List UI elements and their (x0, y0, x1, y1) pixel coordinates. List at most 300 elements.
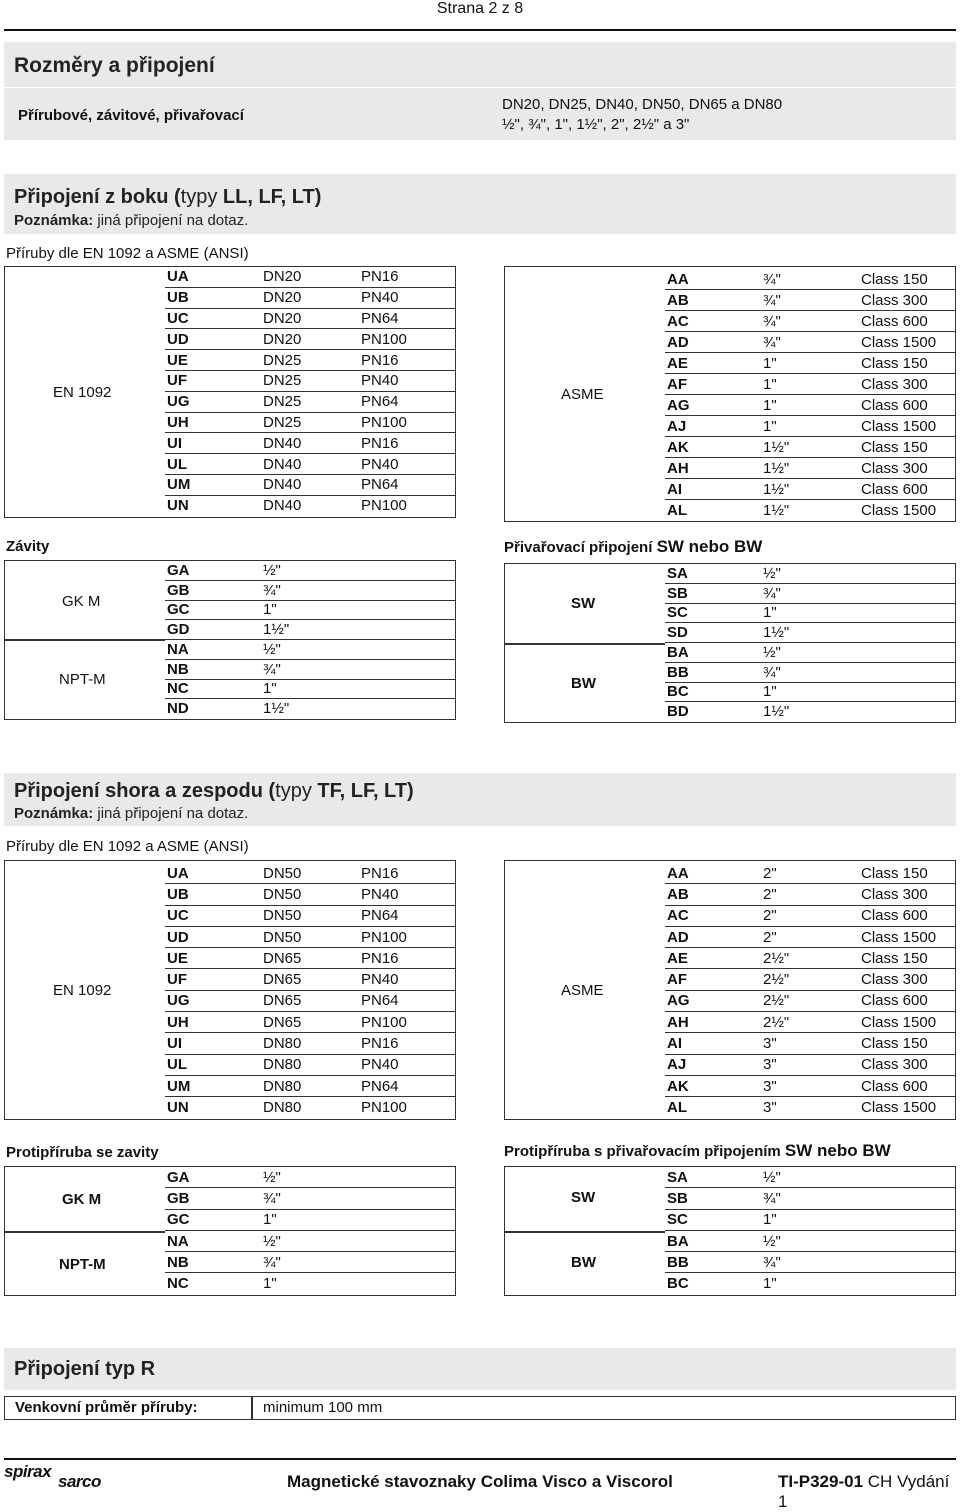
table-cell: Class 600 (861, 480, 928, 498)
order-code: SC (667, 1211, 688, 1229)
order-code: UF (167, 372, 187, 390)
document-code: TI-P329-01 CH Vydání 1 (778, 1472, 950, 1511)
table-cell: ¾" (763, 291, 781, 309)
footer-title: Magnetické stavoznaky Colima Visco a Viscorol (287, 1472, 673, 1491)
table-row (665, 863, 955, 884)
table-cell: PN64 (361, 992, 399, 1010)
table-cell: 2½" (763, 971, 790, 989)
table-row (665, 1033, 955, 1054)
order-code: GD (167, 621, 190, 639)
table-cell: Class 1500 (861, 1013, 937, 1031)
table-cell: 1½" (763, 624, 790, 642)
table-cell: PN100 (361, 413, 407, 431)
table-row (165, 413, 455, 434)
table-row (665, 353, 955, 374)
table-row (165, 1097, 455, 1118)
order-code: AF (667, 375, 687, 393)
table-row (665, 884, 955, 905)
order-code: BD (667, 703, 689, 721)
table-cell: DN20 (263, 309, 302, 327)
s2-threads-title: Závity (6, 538, 50, 555)
s3-threads-title: Protipříruba se zavity (6, 1144, 159, 1161)
table-row (665, 623, 955, 643)
order-code: UL (167, 1056, 187, 1074)
order-code: AE (667, 354, 688, 372)
table-cell: 1" (763, 375, 777, 393)
s2-weld-table (504, 563, 956, 723)
table-cell: ¾" (263, 1253, 281, 1271)
table-cell: DN40 (263, 455, 302, 473)
order-code: GB (167, 1189, 190, 1207)
table-row (165, 267, 455, 288)
table-cell: ¾" (763, 333, 781, 351)
table-cell: 1" (763, 396, 777, 414)
table-cell: PN100 (361, 1098, 407, 1116)
order-code: UG (167, 992, 190, 1010)
table-row (665, 906, 955, 927)
table-cell: Class 150 (861, 354, 928, 372)
table-row (165, 660, 455, 680)
table-cell: Class 1500 (861, 928, 937, 946)
order-code: NB (167, 1253, 189, 1271)
table-cell: 1" (763, 604, 777, 622)
order-code: UB (167, 885, 189, 903)
order-code: UH (167, 413, 189, 431)
table-row (165, 1012, 455, 1033)
table-cell: ½" (763, 1168, 781, 1186)
order-code: UG (167, 393, 190, 411)
table-row (665, 643, 955, 663)
table-row (165, 309, 455, 330)
order-code: UI (167, 434, 182, 452)
table-cell: DN50 (263, 864, 302, 882)
outer-diameter-value: minimum 100 mm (263, 1399, 383, 1416)
table-row (165, 392, 455, 413)
table-cell: ¾" (263, 581, 281, 599)
order-code: GA (167, 561, 190, 579)
table-row (165, 699, 455, 719)
order-code: ND (167, 700, 189, 718)
table-cell: 1½" (763, 480, 790, 498)
order-code: AK (667, 1077, 689, 1095)
table-cell: DN65 (263, 1013, 302, 1031)
order-code: GA (167, 1168, 190, 1186)
order-code: AD (667, 333, 689, 351)
order-code: UC (167, 309, 189, 327)
order-code: AG (667, 992, 690, 1010)
table-row (165, 906, 455, 927)
order-code: AA (667, 864, 689, 882)
order-code: UB (167, 289, 189, 307)
table-cell: Class 150 (861, 864, 928, 882)
table-cell: PN40 (361, 971, 399, 989)
table-row (165, 1076, 455, 1097)
order-code: AL (667, 501, 687, 519)
table-row (665, 584, 955, 604)
order-code: UE (167, 949, 188, 967)
table-row (165, 948, 455, 969)
order-code: BB (667, 1253, 689, 1271)
table-cell: Class 1500 (861, 1098, 937, 1116)
table-cell: Class 300 (861, 291, 928, 309)
table-cell: DN65 (263, 971, 302, 989)
order-code: AB (667, 885, 689, 903)
table-cell: 1" (763, 1211, 777, 1229)
s3-asme-group: ASME (561, 982, 604, 999)
s3-weld-group-bw: BW (571, 1254, 596, 1271)
table-cell: DN50 (263, 928, 302, 946)
table-cell: DN20 (263, 330, 302, 348)
order-code: GC (167, 1211, 190, 1229)
table-cell: DN20 (263, 268, 302, 286)
s2-asme-group: ASME (561, 386, 604, 403)
order-code: BC (667, 1275, 689, 1293)
table-cell: Class 600 (861, 1077, 928, 1095)
s3-threads-group-gk: GK M (62, 1191, 102, 1208)
order-code: UD (167, 928, 189, 946)
table-cell: PN40 (361, 372, 399, 390)
table-row (165, 1055, 455, 1076)
table-cell: PN16 (361, 434, 399, 452)
table-cell: PN16 (361, 268, 399, 286)
table-cell: 2" (763, 928, 777, 946)
table-cell: ½" (763, 1232, 781, 1250)
table-row (665, 1167, 955, 1188)
s3-weld-group-sw: SW (571, 1189, 596, 1206)
table-cell: PN100 (361, 1013, 407, 1031)
table-row (665, 500, 955, 521)
order-code: AI (667, 1035, 682, 1053)
section2-header (4, 174, 956, 234)
order-code: AC (667, 312, 689, 330)
table-row (165, 581, 455, 601)
table-row (165, 680, 455, 700)
table-row (665, 683, 955, 703)
table-cell: 1" (763, 1275, 777, 1293)
s3-threads-table (4, 1166, 456, 1296)
table-row (665, 970, 955, 991)
table-cell: DN65 (263, 992, 302, 1010)
inch-sizes: ½", ¾", 1", 1½", 2", 2½" a 3" (502, 116, 690, 133)
table-row (665, 1231, 955, 1252)
table-cell: DN25 (263, 413, 302, 431)
table-cell: Class 600 (861, 396, 928, 414)
footer-rule (4, 1458, 956, 1460)
s2-weld-title: Přivařovací připojení SW nebo BW (504, 537, 763, 556)
table-row (165, 1033, 455, 1054)
order-code: UA (167, 864, 189, 882)
table-cell: PN100 (361, 928, 407, 946)
table-cell: DN40 (263, 434, 302, 452)
s3-asme-table (504, 860, 956, 1120)
table-cell: 2½" (763, 949, 790, 967)
table-row (165, 288, 455, 309)
table-cell: Class 300 (861, 459, 928, 477)
table-cell: 1½" (763, 438, 790, 456)
order-code: SA (667, 564, 688, 582)
order-code: UM (167, 476, 191, 494)
order-code: AG (667, 396, 690, 414)
table-cell: PN16 (361, 949, 399, 967)
order-code: NC (167, 680, 189, 698)
table-row (665, 702, 955, 722)
table-row (665, 290, 955, 311)
table-cell: Class 300 (861, 885, 928, 903)
table-cell: 1" (763, 354, 777, 372)
table-cell: DN25 (263, 393, 302, 411)
table-row (665, 437, 955, 458)
table-cell: 2" (763, 864, 777, 882)
table-cell: PN16 (361, 1035, 399, 1053)
table-row (165, 1167, 455, 1188)
order-code: UI (167, 1035, 182, 1053)
table-cell: ¾" (763, 270, 781, 288)
table-cell: PN64 (361, 393, 399, 411)
table-cell: Class 600 (861, 312, 928, 330)
table-row (165, 601, 455, 621)
order-code: UM (167, 1077, 191, 1095)
table-cell: 1" (263, 680, 277, 698)
table-cell: Class 1500 (861, 417, 937, 435)
table-row (665, 564, 955, 584)
table-cell: DN40 (263, 476, 302, 494)
table-cell: DN80 (263, 1035, 302, 1053)
table-cell: 3" (763, 1035, 777, 1053)
table-cell: ¾" (763, 312, 781, 330)
table-row (665, 1252, 955, 1273)
table-row (665, 458, 955, 479)
table-cell: 1½" (763, 501, 790, 519)
table-cell: DN25 (263, 372, 302, 390)
section2-flanges-title: Příruby dle EN 1092 a ASME (ANSI) (6, 245, 249, 262)
table-row (165, 1274, 455, 1295)
table-cell: 3" (763, 1098, 777, 1116)
section4-row (4, 1396, 956, 1420)
section2-note: Poznámka: jiná připojení na dotaz. (14, 212, 249, 229)
order-code: UN (167, 1098, 189, 1116)
s3-weld-table (504, 1166, 956, 1296)
table-cell: DN65 (263, 949, 302, 967)
table-cell: DN80 (263, 1056, 302, 1074)
order-code: SC (667, 604, 688, 622)
s2-threads-group-gk: GK M (62, 593, 101, 610)
table-row (165, 475, 455, 496)
table-row (165, 454, 455, 475)
order-code: BA (667, 1232, 689, 1250)
section3-flanges-title: Příruby dle EN 1092 a ASME (ANSI) (6, 838, 249, 855)
table-row (165, 1188, 455, 1209)
order-code: GC (167, 601, 190, 619)
section3-header (4, 773, 956, 826)
table-cell: Class 1500 (861, 501, 937, 519)
order-code: UH (167, 1013, 189, 1031)
order-code: UE (167, 351, 188, 369)
table-cell: 1½" (763, 459, 790, 477)
table-row (665, 1210, 955, 1231)
table-cell: 3" (763, 1056, 777, 1074)
table-row (165, 329, 455, 350)
table-row (165, 927, 455, 948)
table-row (165, 1252, 455, 1273)
table-cell: ½" (263, 640, 281, 658)
table-cell: ½" (263, 561, 281, 579)
table-cell: 1½" (263, 700, 290, 718)
table-cell: PN64 (361, 309, 399, 327)
table-cell: 2½" (763, 1013, 790, 1031)
table-cell: Class 600 (861, 992, 928, 1010)
table-cell: Class 300 (861, 375, 928, 393)
table-row (665, 374, 955, 395)
table-cell: Class 300 (861, 971, 928, 989)
table-cell: 2" (763, 907, 777, 925)
order-code: UL (167, 455, 187, 473)
order-code: BC (667, 683, 689, 701)
table-row (665, 1274, 955, 1295)
table-cell: DN80 (263, 1098, 302, 1116)
table-cell: 2½" (763, 992, 790, 1010)
table-row (165, 561, 455, 581)
table-cell: 1½" (263, 621, 290, 639)
order-code: AJ (667, 1056, 687, 1074)
s2-en-table (4, 266, 456, 518)
order-code: AD (667, 928, 689, 946)
table-row (165, 350, 455, 371)
s3-en-group: EN 1092 (53, 982, 112, 999)
table-row (665, 604, 955, 624)
order-code: AF (667, 971, 687, 989)
section3-note: Poznámka: jiná připojení na dotaz. (14, 805, 249, 822)
table-cell: DN20 (263, 289, 302, 307)
section1-header (4, 42, 956, 87)
table-cell: PN100 (361, 497, 407, 515)
table-cell: Class 600 (861, 907, 928, 925)
order-code: NB (167, 660, 189, 678)
order-code: AH (667, 459, 689, 477)
table-cell: ¾" (763, 1253, 781, 1271)
table-row (665, 948, 955, 969)
table-cell: ½" (263, 1168, 281, 1186)
table-row (165, 371, 455, 392)
section4-header (4, 1348, 956, 1390)
table-cell: PN64 (361, 476, 399, 494)
s3-threads-group-npt: NPT-M (59, 1256, 106, 1273)
table-cell: Class 150 (861, 270, 928, 288)
table-row (165, 863, 455, 884)
table-row (165, 884, 455, 905)
spirax-sarco-logo: spirax sarco (4, 1462, 101, 1491)
table-row (665, 663, 955, 683)
table-row (665, 311, 955, 332)
table-cell: ½" (763, 643, 781, 661)
table-cell: 1½" (763, 703, 790, 721)
table-row (165, 1231, 455, 1252)
table-cell: DN40 (263, 497, 302, 515)
section3-title: Připojení shora a zespodu (typy TF, LF, LT) (14, 780, 414, 802)
order-code: UN (167, 497, 189, 515)
table-cell: PN40 (361, 1056, 399, 1074)
connection-types-label: Přírubové, závitové, přivařovací (18, 107, 244, 124)
order-code: GB (167, 581, 190, 599)
table-row (665, 1076, 955, 1097)
section4-title: Připojení typ R (14, 1358, 156, 1380)
order-code: NC (167, 1275, 189, 1293)
order-code: SB (667, 584, 688, 602)
table-cell: Class 150 (861, 1035, 928, 1053)
table-row (165, 620, 455, 640)
table-row (665, 1188, 955, 1209)
table-cell: ¾" (763, 584, 781, 602)
order-code: UC (167, 907, 189, 925)
table-cell: 1" (263, 1275, 277, 1293)
table-cell: DN50 (263, 885, 302, 903)
section1-row (4, 88, 956, 140)
order-code: AE (667, 949, 688, 967)
table-cell: Class 150 (861, 949, 928, 967)
table-cell: ½" (763, 564, 781, 582)
table-cell: 1" (763, 417, 777, 435)
order-code: NA (167, 1232, 189, 1250)
section2-title: Připojení z boku (typy LL, LF, LT) (14, 186, 322, 208)
order-code: NA (167, 640, 189, 658)
table-cell: ¾" (263, 660, 281, 678)
table-cell: DN80 (263, 1077, 302, 1095)
order-code: BB (667, 663, 689, 681)
table-cell: PN64 (361, 907, 399, 925)
table-cell: PN40 (361, 289, 399, 307)
table-row (165, 433, 455, 454)
table-cell: 3" (763, 1077, 777, 1095)
table-row (665, 479, 955, 500)
order-code: SB (667, 1189, 688, 1207)
dn-sizes: DN20, DN25, DN40, DN50, DN65 a DN80 (502, 96, 783, 113)
order-code: UD (167, 330, 189, 348)
table-cell: PN64 (361, 1077, 399, 1095)
outer-diameter-label: Venkovní průměr příruby: (15, 1399, 198, 1416)
table-cell: 1" (263, 601, 277, 619)
s2-weld-group-bw: BW (571, 675, 596, 692)
table-cell: Class 150 (861, 438, 928, 456)
table-cell: Class 300 (861, 1056, 928, 1074)
s2-asme-table (504, 266, 956, 522)
s3-weld-title: Protipříruba s přivařovacím připojením SW nebo BW (504, 1141, 891, 1160)
table-row (665, 332, 955, 353)
table-row (165, 1210, 455, 1231)
table-row (165, 496, 455, 517)
table-row (665, 269, 955, 290)
table-row (165, 991, 455, 1012)
table-cell: ¾" (263, 1189, 281, 1207)
section1-title: Rozměry a připojení (14, 54, 215, 77)
table-cell: DN50 (263, 907, 302, 925)
table-row (665, 1012, 955, 1033)
top-rule (4, 29, 956, 31)
order-code: AC (667, 907, 689, 925)
order-code: AI (667, 480, 682, 498)
s2-threads-table (4, 560, 456, 720)
table-cell: Class 1500 (861, 333, 937, 351)
order-code: BA (667, 643, 689, 661)
table-cell: 2" (763, 885, 777, 903)
order-code: AL (667, 1098, 687, 1116)
order-code: UF (167, 971, 187, 989)
table-row (665, 927, 955, 948)
s2-en-group: EN 1092 (53, 384, 112, 401)
s2-weld-group-sw: SW (571, 595, 596, 612)
order-code: SD (667, 624, 688, 642)
order-code: AK (667, 438, 689, 456)
table-row (165, 970, 455, 991)
table-row (665, 1055, 955, 1076)
